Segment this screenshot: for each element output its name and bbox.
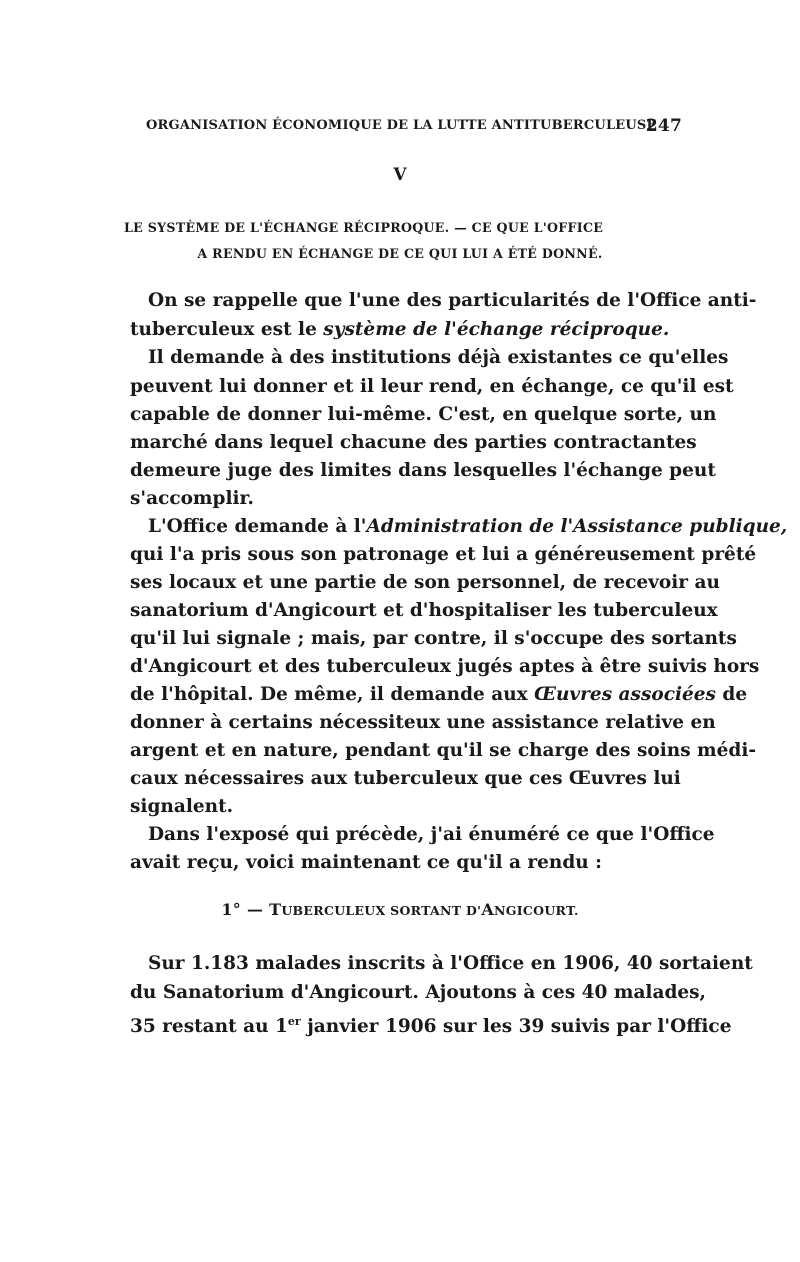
paragraph-line: Dans l'exposé qui précède, j'ai énuméré ce que l'Office bbox=[148, 824, 715, 845]
paragraph-line: marché dans lequel chacune des parties contractantes bbox=[130, 432, 697, 453]
paragraph-line: de l'hôpital. De même, il demande aux Œuvres associées de bbox=[130, 684, 748, 705]
section-number: V bbox=[393, 165, 407, 185]
emphasis-text: système de l'échange réciproque. bbox=[323, 319, 670, 340]
paragraph-line: du Sanatorium d'Angicourt. Ajoutons à ces 40 malades, bbox=[130, 982, 707, 1003]
emphasis-text: Administration de l'Assistance publique, bbox=[366, 516, 788, 537]
paragraph-line: On se rappelle que l'une des particularités de l'Office anti- bbox=[148, 290, 757, 311]
paragraph-line: qui l'a pris sous son patronage et lui a généreusement prêté bbox=[130, 544, 757, 565]
paragraph-line: argent et en nature, pendant qu'il se charge des soins médi- bbox=[130, 740, 757, 761]
paragraph-line: Il demande à des institutions déjà existantes ce qu'elles bbox=[148, 347, 729, 368]
paragraph-line: caux nécessaires aux tuberculeux que ces Œuvres lui bbox=[130, 768, 681, 789]
emphasis-text: Œuvres associées bbox=[534, 684, 716, 705]
paragraph-line: signalent. bbox=[130, 796, 234, 817]
paragraph-line: tuberculeux est le système de l'échange réciproque. bbox=[130, 319, 670, 340]
paragraph-line: 35 restant au 1er janvier 1906 sur les 39 suivis par l'Office bbox=[130, 1015, 732, 1037]
paragraph-line: d'Angicourt et des tuberculeux jugés aptes à être suivis hors bbox=[130, 656, 760, 677]
subsection-heading: 1° — TUBERCULEUX SORTANT D'ANGICOURT. bbox=[221, 900, 579, 919]
paragraph-line: peuvent lui donner et il leur rend, en échange, ce qu'il est bbox=[130, 376, 734, 397]
page-number: 247 bbox=[645, 116, 682, 136]
paragraph-line: donner à certains nécessiteux une assistance relative en bbox=[130, 712, 716, 733]
section-heading-line-2: A RENDU EN ÉCHANGE DE CE QUI LUI A ÉTÉ DONNÉ. bbox=[197, 246, 603, 261]
paragraph-line: qu'il lui signale ; mais, par contre, il s'occupe des sortants bbox=[130, 628, 737, 649]
paragraph-line: L'Office demande à l'Administration de l'Assistance publique, bbox=[148, 516, 788, 537]
paragraph-line: capable de donner lui-même. C'est, en quelque sorte, un bbox=[130, 404, 717, 425]
paragraph-line: s'accomplir. bbox=[130, 488, 254, 509]
paragraph-line: avait reçu, voici maintenant ce qu'il a rendu : bbox=[130, 852, 603, 873]
paragraph-line: sanatorium d'Angicourt et d'hospitaliser les tuberculeux bbox=[130, 600, 718, 621]
paragraph-line: ses locaux et une partie de son personnel, de recevoir au bbox=[130, 572, 720, 593]
paragraph-line: Sur 1.183 malades inscrits à l'Office en 1906, 40 sortaient bbox=[148, 953, 753, 974]
paragraph-line: demeure juge des limites dans lesquelles l'échange peut bbox=[130, 460, 716, 481]
section-heading-line-1: LE SYSTÈME DE L'ÉCHANGE RÉCIPROQUE. — CE QUE L'OFFICE bbox=[124, 220, 604, 235]
running-header-title: ORGANISATION ÉCONOMIQUE DE LA LUTTE ANTITUBERCULEUSE bbox=[146, 118, 657, 133]
